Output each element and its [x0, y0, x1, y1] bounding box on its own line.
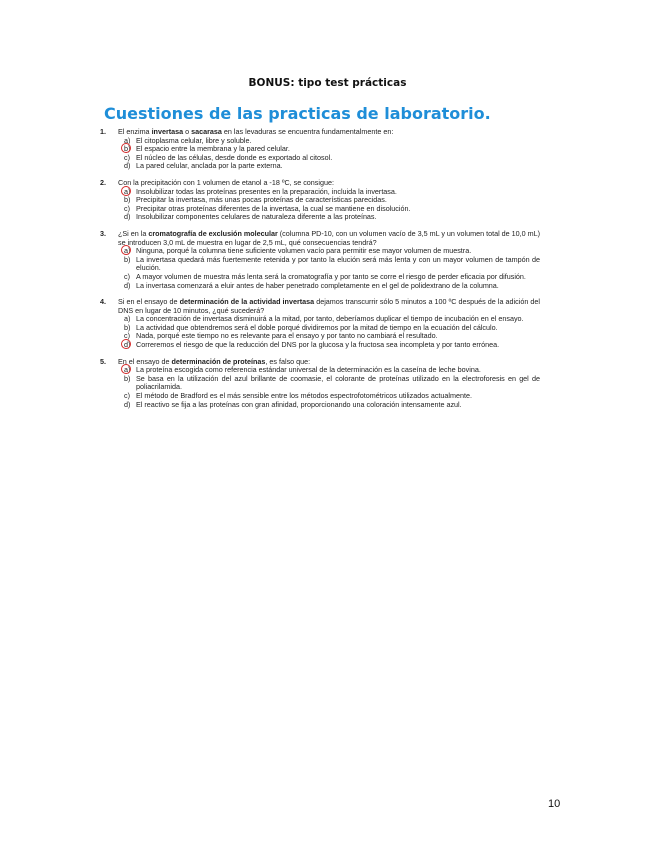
question-number: 5. [100, 356, 106, 366]
option-text: El método de Bradford es el más sensible entre los métodos espectrofotométricos utilizados actualmente. [136, 391, 472, 401]
question-text-part: o [183, 127, 192, 136]
option-text: Nada, porqué este tiempo no es relevante para el ensayo y por tanto no cambiará el resultado. [136, 331, 438, 341]
option-letter [124, 162, 136, 171]
question-body [118, 298, 540, 350]
question-text: Con la precipitación con 1 volumen de etanol a -18 ºC, se consigue: [118, 177, 334, 187]
option [118, 401, 540, 410]
question-number: 1. [100, 127, 106, 136]
option-letter-text: b) [124, 254, 131, 264]
option-letter-text: d) [124, 340, 131, 350]
question-text-part: , es falso que: [265, 356, 311, 366]
option-letter-text: a) [124, 186, 131, 196]
question-text-part: en las levaduras se encuentra fundamentalmente en: [221, 127, 394, 136]
option-letter [124, 256, 136, 273]
option-text: El reactivo se fija a las proteínas con gran afinidad, proporcionando una coloración intensamente azul. [136, 399, 462, 409]
answer-circle-mark [121, 339, 131, 349]
option-text: A mayor volumen de muestra más lenta será la cromatografía y por tanto se corre el riesgo de perder eficacia por difusión. [136, 271, 526, 281]
option-letter-text: d) [124, 212, 131, 222]
option [118, 213, 540, 222]
question-text-part: En el ensayo de [118, 356, 172, 366]
option-letter [124, 401, 136, 410]
option-letter-text: c) [124, 391, 130, 401]
question-text-part: (columna PD-10, con un volumen vacío de 3,5 mL y un volumen total de 10,0 mL) se introducen 3,0 mL de muestra en lugar de 2,5 mL, qué consecuencias tendrá? [118, 228, 541, 247]
option-letter-text: c) [124, 331, 130, 341]
option-text: Insolubilizar componentes celulares de naturaleza diferente a las proteínas. [136, 212, 377, 222]
option-text: Se basa en la utilización del azul brillante de coomasie, el colorante de proteínas utilizado en la electroforesis en gel de poliacrilamida. [136, 373, 540, 392]
option-letter-text: b) [124, 144, 131, 154]
option-text: El citoplasma celular, libre y soluble. [136, 135, 252, 145]
question-body [118, 230, 540, 290]
question-number: 2. [100, 177, 106, 187]
question-keyword: cromatografía de exclusión molecular [148, 228, 278, 238]
option-letter [124, 375, 136, 392]
option-letter [124, 213, 136, 222]
question-5 [100, 358, 540, 410]
option-letter-text: c) [124, 152, 130, 162]
option-letter-text: b) [124, 322, 131, 332]
question-body [118, 128, 540, 171]
option-letter-text: d) [124, 161, 131, 171]
option-letter-text: b) [124, 195, 131, 205]
option-letter-text: c) [124, 203, 130, 213]
option-letter-text: a) [124, 314, 131, 324]
option-letter-text: c) [124, 271, 130, 281]
option-text: El núcleo de las células, desde donde es exportado al citosol. [136, 152, 333, 162]
question-body [118, 358, 540, 410]
option-text: La proteína escogida como referencia estándar universal de la determinación es la caseína de leche bovina. [136, 365, 481, 375]
page-title: Cuestiones de las practicas de laboratorio. [104, 104, 491, 123]
question-number: 4. [100, 297, 106, 307]
question-2 [100, 179, 540, 222]
option-letter-text: d) [124, 399, 131, 409]
question-keyword: determinación de proteínas [171, 356, 266, 366]
option-letter-text: d) [124, 280, 131, 290]
option-text: El espacio entre la membrana y la pared celular. [136, 144, 290, 154]
question-keyword: invertasa [151, 127, 184, 136]
question-text-part: dejamos transcurrir sólo 5 minutos a 100 ºC después de la adición del DNS en lugar de 10 minutos, ¿qué sucederá? [118, 297, 540, 315]
option-letter-text: a) [124, 246, 131, 256]
option [118, 282, 540, 291]
option-text: Ninguna, porqué la columna tiene suficiente volumen vacío para permitir ese mayor volumen de muestra. [136, 246, 472, 256]
question-text-part: El enzima [118, 127, 152, 136]
question-body [118, 179, 540, 222]
question-text-part: Si en el ensayo de [118, 297, 180, 307]
question-keyword: sacarasa [191, 127, 222, 136]
option [118, 341, 540, 350]
option-text: La concentración de invertasa disminuirá a la mitad, por tanto, deberíamos duplicar el tiempo de incubación en el ensayo. [136, 314, 524, 324]
question-list [100, 128, 540, 417]
option-letter [124, 282, 136, 291]
option-letter [124, 341, 136, 350]
question-keyword: determinación de la actividad invertasa [179, 297, 315, 307]
question-text-part: ¿Si en la [118, 228, 149, 238]
option-text: La actividad que obtendremos será el doble porqué dividiremos por la mitad de tiempo en la ecuación del cálculo. [136, 322, 498, 332]
option [118, 162, 540, 171]
question-1 [100, 128, 540, 171]
option-text: Insolubilizar todas las proteínas presentes en la preparación, incluida la invertasa. [136, 186, 397, 196]
option-text: Correremos el riesgo de que la reducción del DNS por la glucosa y la fructosa sea incompleta y por tanto errónea. [136, 340, 500, 350]
option [118, 375, 540, 392]
page-header: BONUS: tipo test prácticas [248, 77, 407, 89]
option-text: Precipitar la invertasa, más unas pocas proteínas de características parecidas. [136, 195, 387, 205]
page-number: 10 [548, 798, 561, 810]
question-3 [100, 230, 540, 290]
question-number: 3. [100, 228, 106, 238]
option-text: La invertasa comenzará a eluir antes de haber penetrado completamente en el gel de polidextrano de la columna. [136, 280, 499, 290]
option [118, 256, 540, 273]
option-text: La pared celular, anclada por la parte externa. [136, 161, 283, 171]
option-letter-text: a) [124, 365, 131, 375]
option-letter-text: a) [124, 135, 131, 145]
option-letter-text: b) [124, 373, 131, 383]
option-text: Precipitar otras proteínas diferentes de la invertasa, la cual se mantiene en disolución. [136, 203, 411, 213]
question-4 [100, 298, 540, 350]
option-text: La invertasa quedará más fuertemente retenida y por tanto la elución será más lenta y con un mayor volumen de tampón de elución. [136, 254, 540, 273]
answer-circle-mark [121, 186, 131, 196]
question-text [118, 230, 540, 247]
question-text [118, 298, 540, 315]
